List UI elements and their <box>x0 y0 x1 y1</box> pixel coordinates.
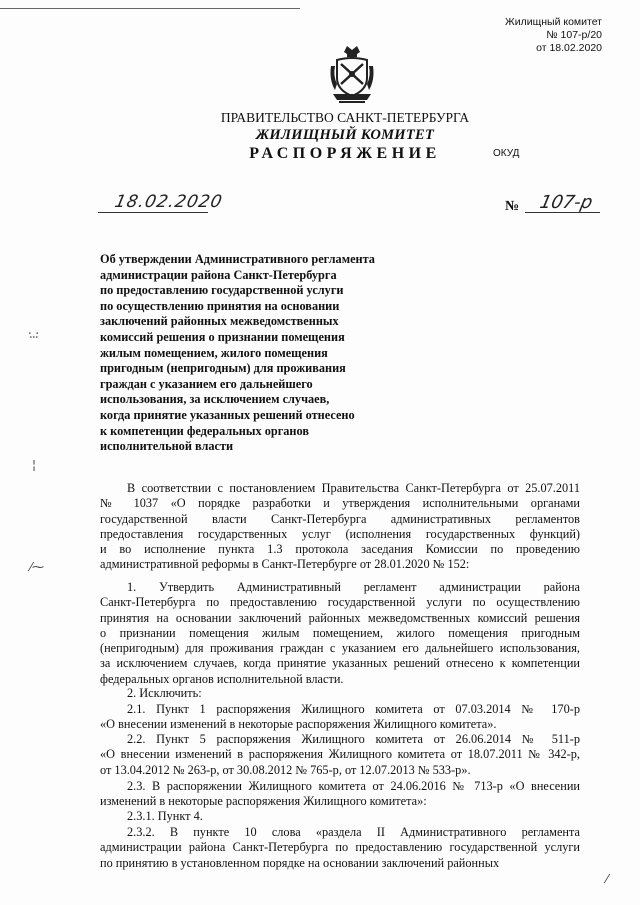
paragraph-2-3 <box>100 779 580 810</box>
text-line: Санкт-Петербурга по предоставлению государственной услуги по осуществлению <box>100 595 580 610</box>
text-line: В соответствии с постановлением Правительства Санкт-Петербурга от 25.07.2011 <box>127 481 580 495</box>
margin-mark: ⁄⁓ <box>30 560 45 574</box>
handwritten-number: 107-р <box>537 192 595 213</box>
text-line: «О внесении изменений в распоряжения Жилищного комитета от 18.07.2011 № 342-р, <box>100 747 580 762</box>
paragraph-1 <box>100 580 580 687</box>
text-line: № 1037 «О порядке разработки и утверждения исполнительными органами <box>100 496 580 511</box>
title-line: комиссий решения о признании помещения <box>100 329 345 344</box>
paragraph-2-3-2 <box>100 825 580 871</box>
paragraph-2-2 <box>100 732 580 778</box>
title-line: по осуществлению принятия на основании <box>100 298 340 313</box>
paragraph-2-3-1 <box>100 809 580 824</box>
committee-heading: ЖИЛИЩНЫЙ КОМИТЕТ <box>255 127 435 143</box>
stamp-date: от 18.02.2020 <box>536 42 602 54</box>
text-line: федеральных органов исполнительной власти. <box>100 671 344 686</box>
margin-scribble: ⁝⁚ <box>26 331 41 339</box>
government-heading: ПРАВИТЕЛЬСТВО САНКТ-ПЕТЕРБУРГА <box>220 110 470 125</box>
title-line: исполнительной власти <box>100 439 234 454</box>
okud-label: ОКУД <box>493 148 520 159</box>
margin-tick: ¦ <box>32 458 37 472</box>
coat-of-arms-icon <box>329 44 375 106</box>
title-line: Об утверждении Административного регламента <box>100 252 375 266</box>
date-underline <box>98 212 208 213</box>
paragraph-2-1 <box>100 702 580 733</box>
text-line: административной реформы в Санкт-Петербурге от 28.01.2020 № 152: <box>100 557 470 572</box>
text-line: «О внесении изменений в некоторые распоряжения Жилищного комитета». <box>100 717 497 732</box>
title-line: заключений районных межведомственных <box>100 314 339 329</box>
preamble-paragraph <box>100 481 580 573</box>
text-line: о признании помещения жилым помещением, жилого помещения пригодным <box>100 625 580 640</box>
text-line: (непригодным) для проживания граждан с указанием его дальнейшего использования, <box>100 641 580 656</box>
title-line: использования, за исключением случаев, <box>100 392 330 407</box>
text-line: по принятию в установленном порядке на основании заключений районных <box>100 855 500 870</box>
text-line: 2.1. Пункт 1 распоряжения Жилищного комитета от 07.03.2014 № 170-р <box>127 702 580 716</box>
document-type-heading: РАСПОРЯЖЕНИЕ <box>249 145 441 162</box>
text-line: 1. Утвердить Административный регламент администрации района <box>127 580 580 594</box>
title-line: пригодным (непригодным) для проживания <box>100 361 346 376</box>
document-title <box>100 252 400 455</box>
stamp-number: № 107-р/20 <box>546 29 602 41</box>
number-underline <box>525 212 600 213</box>
number-label: № <box>505 199 520 214</box>
title-line: граждан с указанием его дальнейшего <box>100 376 313 391</box>
title-line: жилым помещением, жилого помещения <box>100 345 328 360</box>
text-line: изменений в некоторые распоряжения Жилищного комитета»: <box>100 794 427 809</box>
text-line: за исключением случаев, когда принятие указанных решений отнесено к компетенции <box>100 656 580 671</box>
text-line: 2.3.2. В пункте 10 слова «раздела II Административного регламента <box>127 825 580 839</box>
handwritten-date: 18.02.2020 <box>112 192 225 212</box>
text-line: 2.2. Пункт 5 распоряжения Жилищного комитета от 26.06.2014 № 511-р <box>127 732 580 746</box>
stamp-org: Жилищный комитет <box>505 16 602 28</box>
text-line: от 13.04.2012 № 263-р, от 30.08.2012 № 765-р, от 12.07.2013 № 533-р». <box>100 762 471 777</box>
text-line: администрации района Санкт-Петербурга по предоставлению государственной услуги <box>100 840 580 855</box>
title-line: к компетенции федеральных органов <box>100 423 310 438</box>
text-line: 2.3.1. Пункт 4. <box>127 809 203 823</box>
title-line: по предоставлению государственной услуги <box>100 283 344 298</box>
text-line: и во исполнение пункта 1.3 протокола заседания Комиссии по проведению <box>100 542 580 557</box>
text-line: 2. Исключить: <box>127 686 202 700</box>
text-line: предоставления государственных услуг (исполнения государственных функций) <box>100 526 580 541</box>
title-line: когда принятие указанных решений отнесено <box>100 407 355 422</box>
text-line: государственной власти Санкт-Петербурга административных регламентов <box>100 511 580 526</box>
top-scan-line <box>0 8 300 9</box>
text-line: принятия на основании заключений районных межведомственных комиссий решения <box>100 610 580 625</box>
title-line: администрации района Санкт-Петербурга <box>100 267 337 282</box>
corner-mark: ⁄ <box>606 872 609 886</box>
registration-stamp <box>482 16 602 55</box>
paragraph-2 <box>100 686 580 701</box>
text-line: 2.3. В распоряжении Жилищного комитета от 24.06.2016 № 713-р «О внесении <box>127 779 580 793</box>
